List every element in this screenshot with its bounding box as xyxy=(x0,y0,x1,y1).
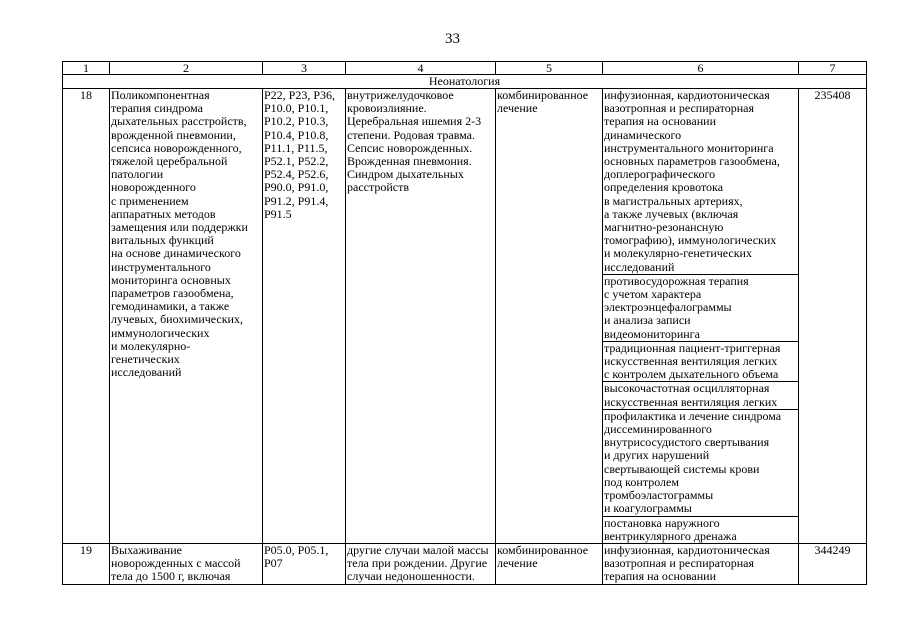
text-line: инфузионная, кардиотоническая xyxy=(604,88,770,102)
text-line: Сепсис новорожденных. xyxy=(347,140,473,155)
text-line: лечение xyxy=(497,556,538,571)
cost-cell: 344249 xyxy=(799,543,867,584)
text-line: генетических xyxy=(111,352,180,367)
treatment-name-cell xyxy=(110,543,263,584)
text-line: дыхательных расстройств, xyxy=(111,114,247,129)
text-line: внутрижелудочковое xyxy=(347,88,454,102)
section-title: Неонатология xyxy=(63,75,867,89)
method-cell xyxy=(603,543,799,584)
table-row xyxy=(63,543,867,584)
method-cell xyxy=(603,341,799,382)
text-line: динамического xyxy=(604,127,682,142)
text-line: P52.4, P52.6, xyxy=(264,167,329,182)
text-line: P91.5 xyxy=(264,206,292,221)
text-line: P90.0, P91.0, xyxy=(264,180,329,195)
text-line: P22, P23, P36, xyxy=(264,88,336,102)
text-line: высокочастотная осцилляторная xyxy=(604,381,770,396)
text-line: а также лучевых (включая xyxy=(604,206,739,221)
text-line: и анализа записи xyxy=(604,313,691,328)
text-line: терапия синдрома xyxy=(111,101,203,116)
text-line: Церебральная ишемия 2-3 xyxy=(347,114,482,129)
text-line: Выхаживание xyxy=(111,543,182,557)
treatment-type-cell xyxy=(496,543,603,584)
text-line: вазотропная и респираторная xyxy=(604,556,755,571)
text-line: P52.1, P52.2, xyxy=(264,154,329,169)
column-number: 4 xyxy=(346,62,496,75)
cost-cell: 235408 xyxy=(799,89,867,544)
text-line: Синдром дыхательных xyxy=(347,167,464,182)
column-number: 5 xyxy=(496,62,603,75)
text-line: кровоизлияние. xyxy=(347,101,427,116)
column-number: 3 xyxy=(263,62,346,75)
text-line: аппаратных методов xyxy=(111,206,216,221)
text-line: новорожденных с массой xyxy=(111,556,241,571)
text-line: патологии xyxy=(111,167,164,182)
text-line: другие случаи малой массы xyxy=(347,543,489,557)
text-line: и молекулярно-генетических xyxy=(604,246,752,261)
text-line: исследований xyxy=(111,365,182,380)
text-line: витальных функций xyxy=(111,233,214,248)
text-line: P05.0, P05.1, xyxy=(264,543,329,557)
icd-codes-cell xyxy=(263,89,346,544)
column-number: 7 xyxy=(799,62,867,75)
treatment-name-cell xyxy=(110,89,263,544)
row-number: 19 xyxy=(63,543,110,584)
column-number: 2 xyxy=(110,62,263,75)
text-line: гемодинамики, а также xyxy=(111,299,230,314)
text-line: внутрисосудистого свертывания xyxy=(604,435,770,450)
column-number: 1 xyxy=(63,62,110,75)
text-line: P10.4, P10.8, xyxy=(264,127,329,142)
method-cell xyxy=(603,382,799,409)
method-cell xyxy=(603,89,799,275)
text-line: диссеминированного xyxy=(604,422,712,437)
text-line: и коагулограммы xyxy=(604,501,692,516)
method-cell xyxy=(603,409,799,516)
text-line: с контролем дыхательного объема xyxy=(604,367,779,382)
row-number: 18 xyxy=(63,89,110,544)
text-line: P10.2, P10.3, xyxy=(264,114,329,129)
table-row xyxy=(63,89,867,275)
text-line: степени. Родовая травма. xyxy=(347,127,475,142)
text-line: новорожденного xyxy=(111,180,196,195)
vmp-table xyxy=(62,61,867,585)
text-line: P91.2, P91.4, xyxy=(264,193,329,208)
text-line: основных параметров газообмена, xyxy=(604,154,780,169)
text-line: вентрикулярного дренажа xyxy=(604,528,737,543)
text-line: терапия на основании xyxy=(604,114,716,129)
text-line: инструментального xyxy=(111,259,211,274)
text-line: Поликомпонентная xyxy=(111,88,210,102)
text-line: P11.1, P11.5, xyxy=(264,140,328,155)
text-line: определения кровотока xyxy=(604,180,724,195)
text-line: искусственная вентиляция легких xyxy=(604,394,778,409)
treatment-type-cell xyxy=(496,89,603,544)
text-line: лечение xyxy=(497,101,538,116)
text-line: P10.0, P10.1, xyxy=(264,101,329,116)
method-cell xyxy=(603,516,799,543)
text-line: тела до 1500 г, включая xyxy=(111,569,231,584)
text-line: искусственная вентиляция легких xyxy=(604,354,778,369)
text-line: томографию), иммунологических xyxy=(604,233,777,248)
text-line: с учетом характера xyxy=(604,287,702,302)
column-number: 6 xyxy=(603,62,799,75)
text-line: постановка наружного xyxy=(604,516,720,530)
text-line: инструментального мониторинга xyxy=(604,140,774,155)
text-line: на основе динамического xyxy=(111,246,241,261)
text-line: традиционная пациент-триггерная xyxy=(604,341,781,355)
patient-model-cell xyxy=(346,89,496,544)
text-line: терапия на основании xyxy=(604,569,716,584)
text-line: магнитно-резонансную xyxy=(604,220,724,235)
text-line: под контролем xyxy=(604,474,679,489)
text-line: и других нарушений xyxy=(604,448,710,463)
text-line: видеомониторинга xyxy=(604,326,700,341)
text-line: исследований xyxy=(604,259,675,274)
text-line: свертывающей системы крови xyxy=(604,461,760,476)
text-line: Врожденная пневмония. xyxy=(347,154,472,169)
text-line: комбинированное xyxy=(497,543,589,557)
text-line: мониторинга основных xyxy=(111,272,231,287)
column-numbers-row xyxy=(63,62,867,75)
text-line: сепсиса новорожденного, xyxy=(111,140,242,155)
page-number: 33 xyxy=(445,31,460,47)
patient-model-cell xyxy=(346,543,496,584)
section-row xyxy=(63,75,867,89)
text-line: P07 xyxy=(264,556,283,571)
text-line: замещения или поддержки xyxy=(111,220,248,235)
text-line: расстройств xyxy=(347,180,410,195)
text-line: случаи недоношенности. xyxy=(347,569,475,584)
text-line: в магистральных артериях, xyxy=(604,193,743,208)
text-line: тромбоэластограммы xyxy=(604,488,714,503)
method-cell xyxy=(603,274,799,341)
text-line: с применением xyxy=(111,193,189,208)
text-line: лучевых, биохимических, xyxy=(111,312,243,327)
text-line: комбинированное xyxy=(497,88,589,102)
text-line: тяжелой церебральной xyxy=(111,154,228,169)
text-line: доплерографического xyxy=(604,167,716,182)
text-line: инфузионная, кардиотоническая xyxy=(604,543,770,557)
icd-codes-cell xyxy=(263,543,346,584)
text-line: противосудорожная терапия xyxy=(604,274,749,288)
text-line: тела при рождении. Другие xyxy=(347,556,488,571)
text-line: электроэнцефалограммы xyxy=(604,300,732,315)
text-line: иммунологических xyxy=(111,325,210,340)
text-line: параметров газообмена, xyxy=(111,286,234,301)
text-line: врожденной пневмонии, xyxy=(111,127,236,142)
text-line: и молекулярно- xyxy=(111,338,191,353)
text-line: профилактика и лечение синдрома xyxy=(604,409,782,423)
text-line: вазотропная и респираторная xyxy=(604,101,755,116)
